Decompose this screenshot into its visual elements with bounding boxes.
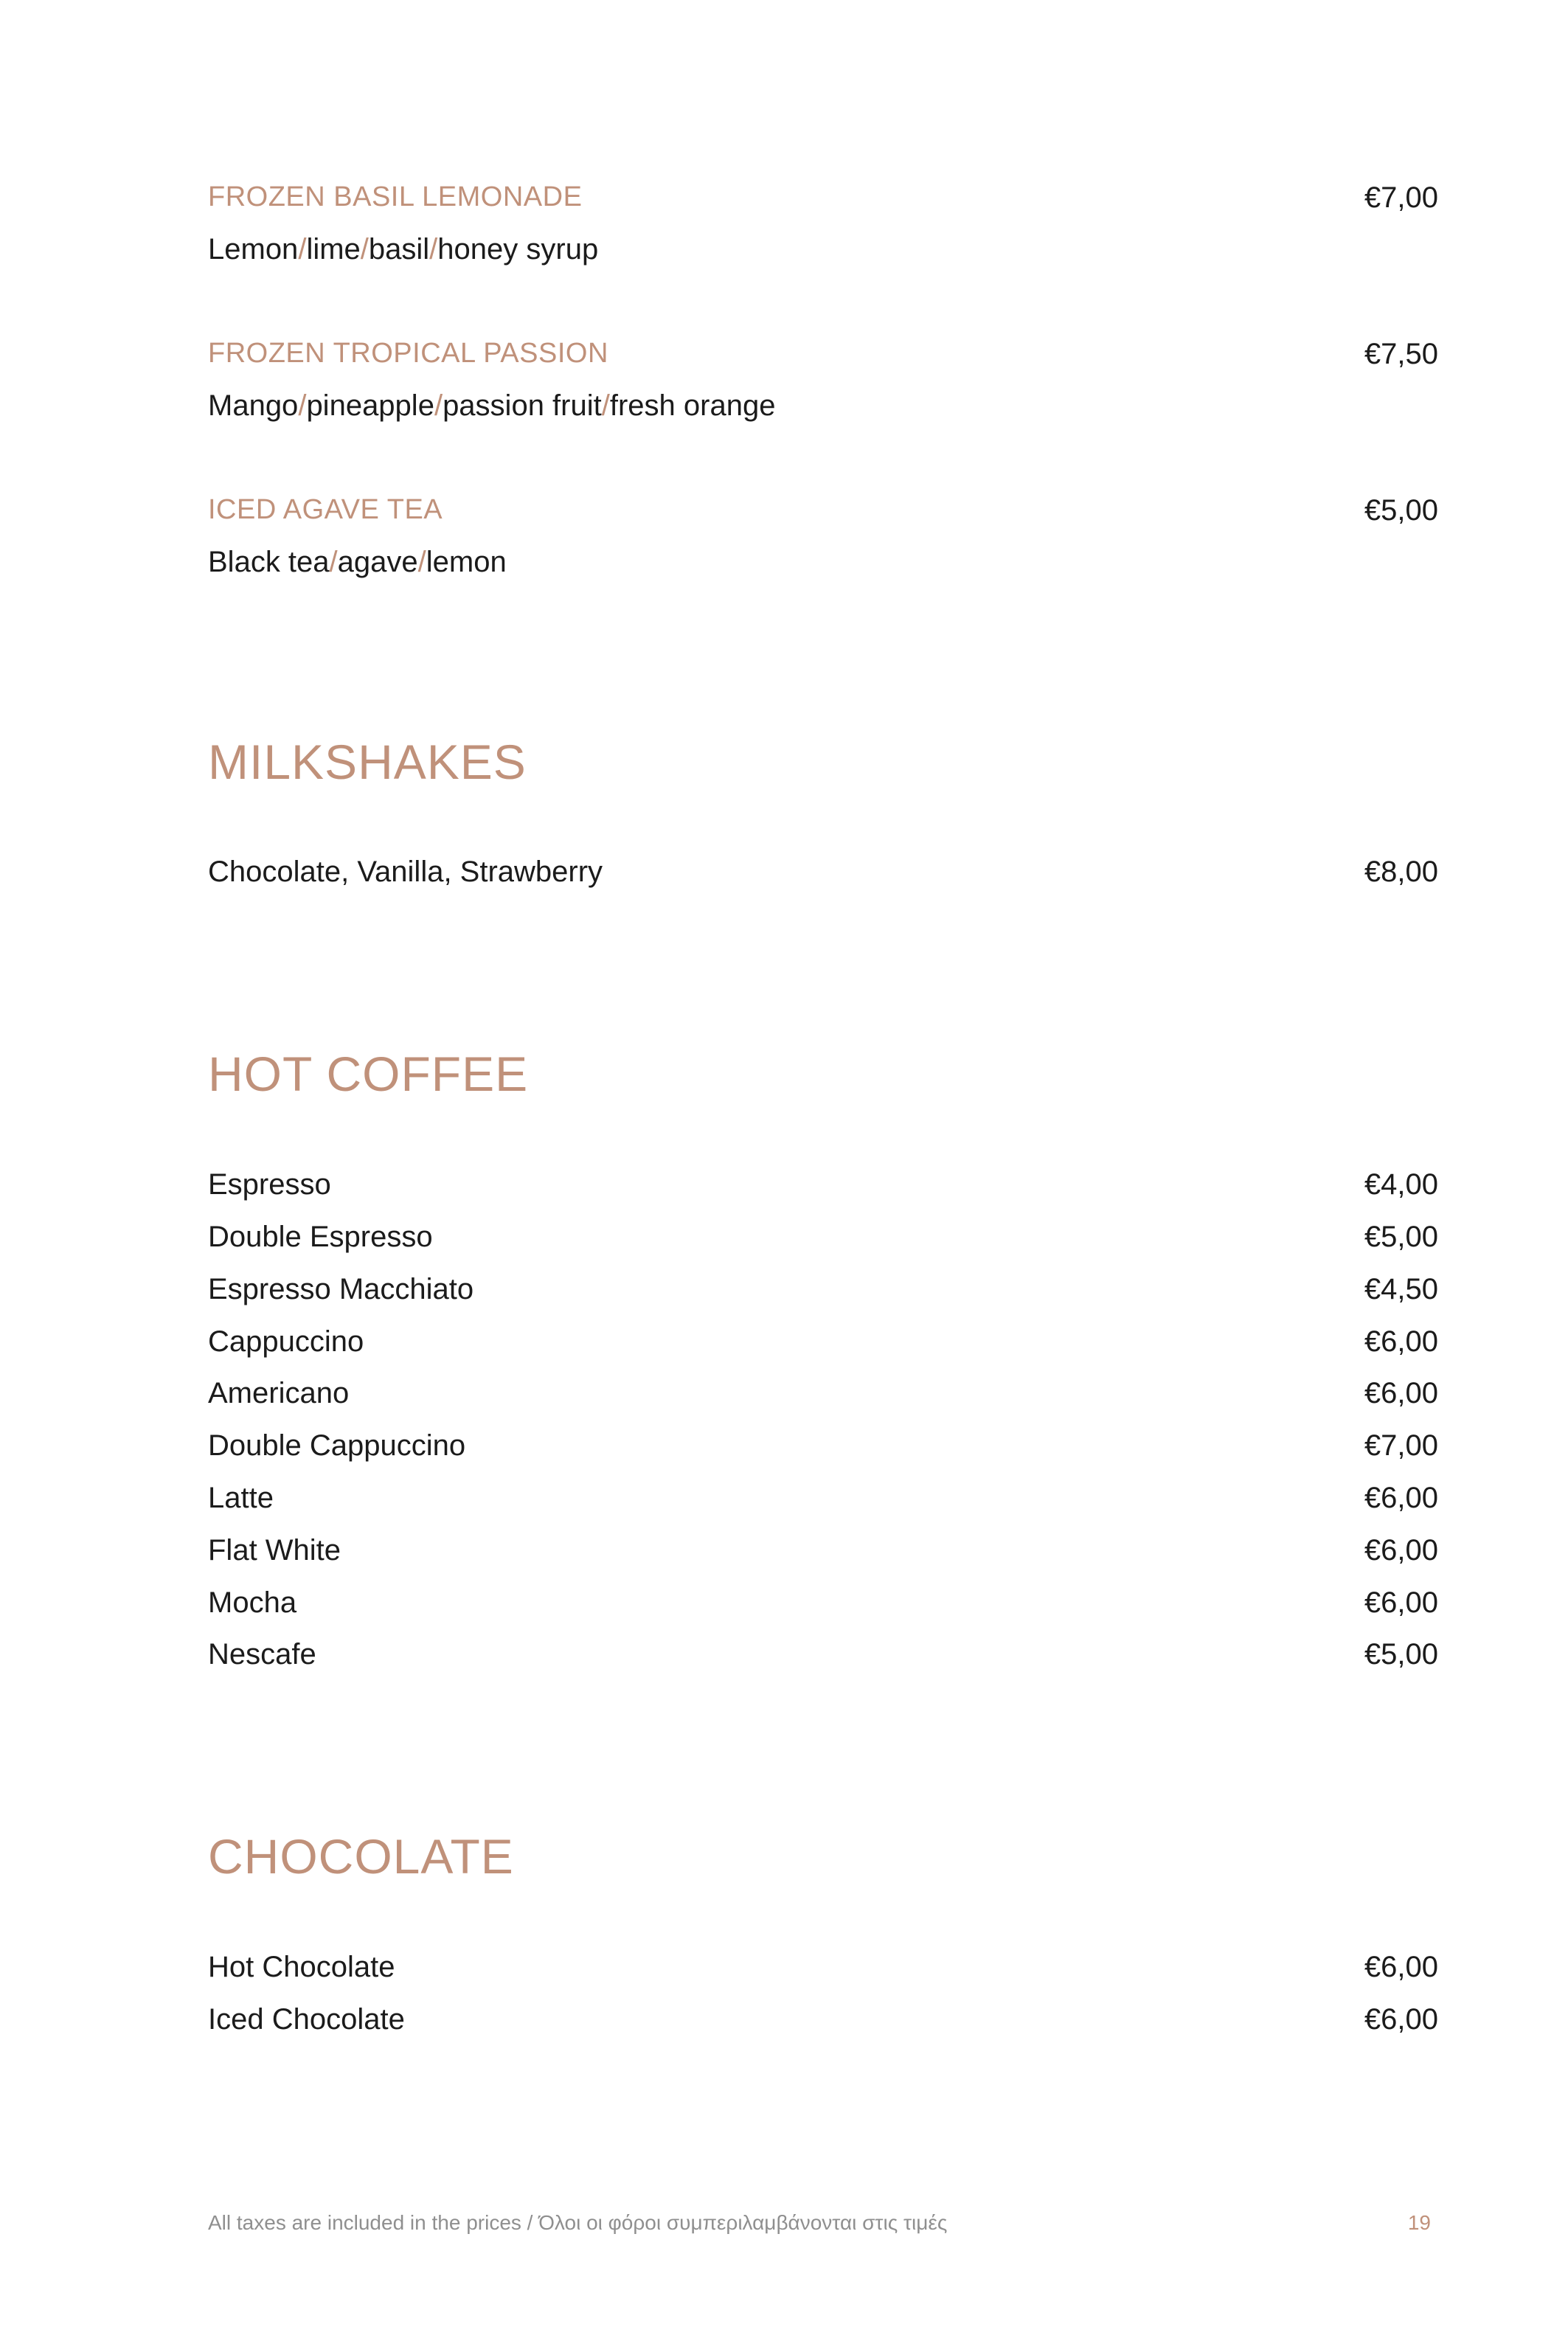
menu-row	[208, 1482, 1438, 1526]
item-price: €6,00	[1364, 1951, 1438, 1983]
item-name: Chocolate, Vanilla, Strawberry	[208, 856, 603, 888]
menu-row	[208, 1221, 1438, 1265]
separator: /	[298, 233, 307, 266]
drink-price: €5,00	[1364, 494, 1438, 527]
item-price: €4,00	[1364, 1168, 1438, 1201]
drink-title: FROZEN BASIL LEMONADE	[208, 181, 583, 212]
menu-row	[208, 1534, 1438, 1578]
drink-ingredients	[208, 389, 775, 423]
separator: /	[360, 233, 369, 266]
item-price: €6,00	[1364, 1586, 1438, 1619]
section-title-milkshakes: MILKSHAKES	[208, 735, 527, 789]
item-price: €4,50	[1364, 1273, 1438, 1305]
drink-title: FROZEN TROPICAL PASSION	[208, 338, 608, 369]
item-price: €6,00	[1364, 2003, 1438, 2036]
menu-row	[208, 2003, 1438, 2047]
menu-page	[208, 0, 1438, 2352]
ingredient: passion fruit	[443, 389, 602, 422]
section-title-chocolate: CHOCOLATE	[208, 1829, 514, 1884]
ingredient: basil	[368, 233, 430, 266]
drink-price: €7,50	[1364, 338, 1438, 370]
ingredient: agave	[337, 546, 418, 578]
item-name: Double Espresso	[208, 1221, 433, 1253]
drink-ingredients	[208, 233, 598, 266]
item-price: €6,00	[1364, 1377, 1438, 1409]
ingredient: honey syrup	[437, 233, 599, 266]
item-price: €7,00	[1364, 1429, 1438, 1462]
item-price: €8,00	[1364, 856, 1438, 888]
menu-row	[208, 1377, 1438, 1421]
item-price: €5,00	[1364, 1221, 1438, 1253]
item-name: Mocha	[208, 1586, 297, 1619]
item-name: Americano	[208, 1377, 350, 1409]
separator: /	[434, 389, 443, 422]
item-price: €6,00	[1364, 1534, 1438, 1567]
menu-row	[208, 1168, 1438, 1213]
ingredient: fresh orange	[609, 389, 776, 422]
menu-row	[208, 1586, 1438, 1631]
separator: /	[298, 389, 307, 422]
item-name: Cappuccino	[208, 1325, 364, 1358]
page-number: 19	[1407, 2211, 1431, 2234]
item-name: Latte	[208, 1482, 274, 1514]
item-name: Flat White	[208, 1534, 341, 1567]
menu-row	[208, 1273, 1438, 1317]
ingredient: Black tea	[208, 546, 330, 578]
separator: /	[601, 389, 610, 422]
item-price: €6,00	[1364, 1325, 1438, 1358]
section-title-hot-coffee: HOT COFFEE	[208, 1047, 529, 1101]
menu-row	[208, 1951, 1438, 1995]
item-name: Iced Chocolate	[208, 2003, 405, 2036]
item-name: Hot Chocolate	[208, 1951, 395, 1983]
ingredient: pineapple	[306, 389, 434, 422]
drink-price: €7,00	[1364, 181, 1438, 214]
item-price: €5,00	[1364, 1638, 1438, 1671]
ingredient: Mango	[208, 389, 299, 422]
separator: /	[429, 233, 438, 266]
item-price: €6,00	[1364, 1482, 1438, 1514]
ingredient: Lemon	[208, 233, 299, 266]
ingredient: lime	[306, 233, 361, 266]
drink-ingredients	[208, 546, 507, 579]
item-name: Nescafe	[208, 1638, 316, 1671]
menu-row	[208, 1429, 1438, 1474]
separator: /	[417, 546, 426, 578]
menu-row	[208, 1325, 1438, 1370]
item-name: Espresso	[208, 1168, 331, 1201]
drink-title: ICED AGAVE TEA	[208, 494, 443, 525]
ingredient: lemon	[426, 546, 507, 578]
footer-tax-note: All taxes are included in the prices / Όλοι οι φόροι συμπεριλαμβάνονται στις τιμές	[208, 2211, 948, 2234]
menu-row	[208, 856, 1438, 900]
item-name: Espresso Macchiato	[208, 1273, 474, 1305]
separator: /	[329, 546, 338, 578]
item-name: Double Cappuccino	[208, 1429, 466, 1462]
menu-row	[208, 1638, 1438, 1682]
